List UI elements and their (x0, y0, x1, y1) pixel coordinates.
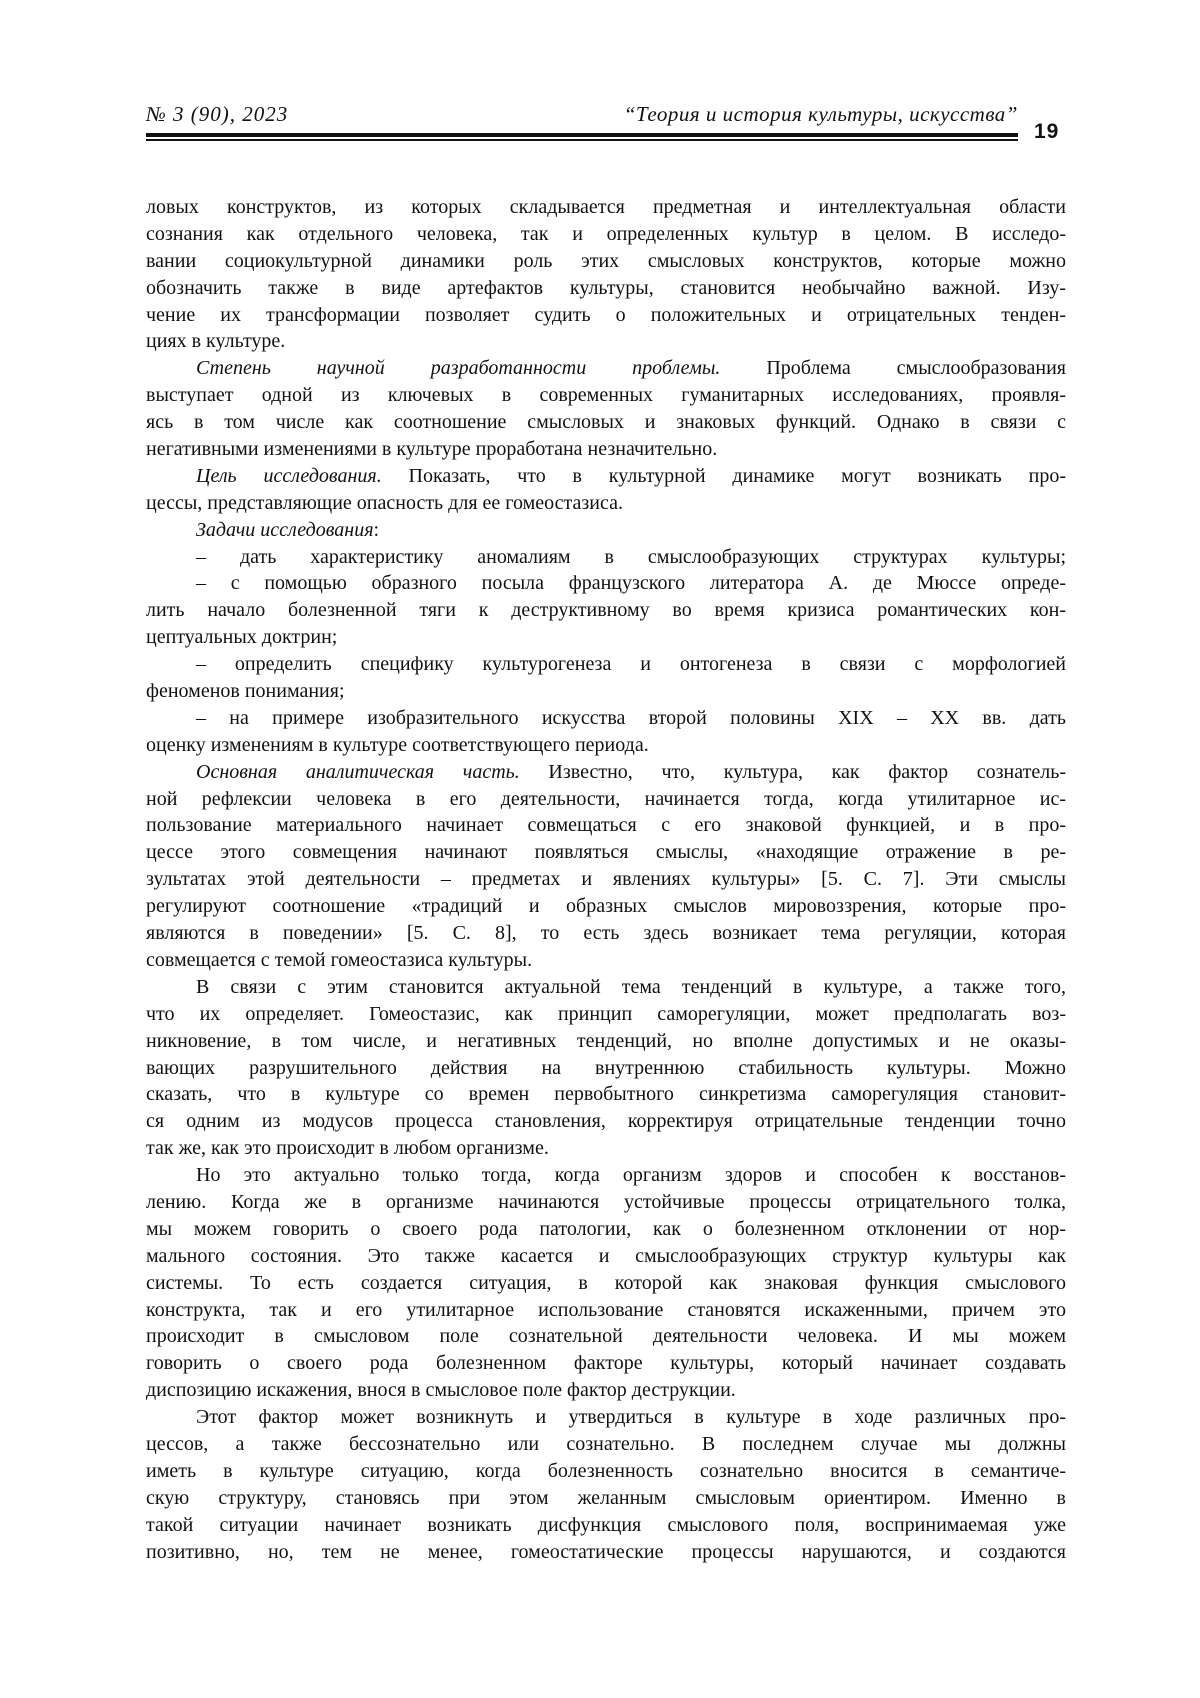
text-line: конструкта, так и его утилитарное использование становятся искаженными, причем это (146, 1297, 1066, 1324)
task-item: – дать характеристику аномалиям в смыслообразующих структурах культуры; (146, 544, 1066, 571)
section-tasks-heading: Задачи исследования (196, 519, 374, 541)
text-line: ловых конструктов, из которых складывается предметная и интеллектуальная области (146, 194, 1066, 221)
text-line: В связи с этим становится актуальной тема тенденций в культуре, а также того, (146, 974, 1066, 1001)
header-rule-thick (146, 133, 1018, 137)
task-item: – определить специфику культурогенеза и онтогенеза в связи с морфологией (146, 651, 1066, 678)
text-line: ся одним из модусов процесса становления, корректируя отрицательные тенденции точно (146, 1108, 1066, 1135)
text-line: что их определяет. Гомеостазис, как принцип саморегуляции, может предполагать воз- (146, 1001, 1066, 1028)
journal-title: “Теория и история культуры, искусства” (624, 102, 1018, 127)
text-line: регулируют соотношение «традиций и образных смыслов мировоззрения, которые про- (146, 893, 1066, 920)
article-body (146, 194, 1066, 1565)
text-line: выступает одной из ключевых в современных гуманитарных исследованиях, проявля- (146, 382, 1066, 409)
section-degree-heading: Степень научной разработанности проблемы. (196, 357, 720, 379)
text-line: ясь в том числе как соотношение смысловых и знаковых функций. Однако в связи с (146, 409, 1066, 436)
section-main-rest: Известно, что, культура, как фактор сознатель- (520, 761, 1066, 783)
text-line: пользование материального начинает совмещаться с его знаковой функцией, и в про- (146, 812, 1066, 839)
text-line: Но это актуально только тогда, когда организм здоров и способен к восстанов- (146, 1162, 1066, 1189)
text-line: мы можем говорить о своего рода патологии, как о болезненном отклонении от нор- (146, 1216, 1066, 1243)
text-line: цессов, а также бессознательно или сознательно. В последнем случае мы должны (146, 1431, 1066, 1458)
text-line: диспозицию искажения, внося в смысловое поле фактор деструкции. (146, 1377, 1066, 1404)
text-line: скую структуру, становясь при этом желанным смысловым ориентиром. Именно в (146, 1485, 1066, 1512)
text-line: системы. То есть создается ситуация, в которой как знаковая функция смыслового (146, 1270, 1066, 1297)
text-line: являются в поведении» [5. С. 8], то есть здесь возникает тема регуляции, которая (146, 920, 1066, 947)
task-item-line: цептуальных доктрин; (146, 624, 1066, 651)
task-item: – на примере изобразительного искусства второй половины XIX – XX вв. дать (146, 705, 1066, 732)
section-goal-rest: Показать, что в культурной динамике могут возникать про- (382, 465, 1066, 487)
header-rule-thin (146, 139, 1018, 141)
text-line: цессе этого совмещения начинают появляться смыслы, «находящие отражение в ре- (146, 839, 1066, 866)
task-item-line: лить начало болезненной тяги к деструктивному во время кризиса романтических кон- (146, 597, 1066, 624)
text-line: обозначить также в виде артефактов культуры, становится необычайно важной. Изу- (146, 275, 1066, 302)
text-line: сознания как отдельного человека, так и определенных культур в целом. В исследо- (146, 221, 1066, 248)
text-line: цессы, представляющие опасность для ее гомеостазиса. (146, 490, 1066, 517)
task-item: – с помощью образного посыла французского литератора А. де Мюссе опреде- (146, 570, 1066, 597)
text-line: циях в культуре. (146, 328, 1066, 355)
task-item-line: оценку изменениям в культуре соответствующего периода. (146, 732, 1066, 759)
page-number: 19 (1034, 120, 1059, 144)
task-item-line: феноменов понимания; (146, 678, 1066, 705)
page-header (146, 100, 1018, 130)
text-line: Этот фактор может возникнуть и утвердиться в культуре в ходе различных про- (146, 1404, 1066, 1431)
text-line: так же, как это происходит в любом организме. (146, 1135, 1066, 1162)
text-line: ной рефлексии человека в его деятельности, начинается тогда, когда утилитарное ис- (146, 786, 1066, 813)
section-main-first-line (146, 759, 1066, 786)
text-line: совмещается с темой гомеостазиса культуры. (146, 947, 1066, 974)
section-degree-first-line (146, 355, 1066, 382)
text-line: происходит в смысловом поле сознательной деятельности человека. И мы можем (146, 1323, 1066, 1350)
text-line: чение их трансформации позволяет судить о положительных и отрицательных тенден- (146, 302, 1066, 329)
text-line: никновение, в том числе, и негативных тенденций, но вполне допустимых и не оказы- (146, 1028, 1066, 1055)
text-line: вающих разрушительного действия на внутреннюю стабильность культуры. Можно (146, 1055, 1066, 1082)
issue-label: № 3 (90), 2023 (146, 102, 288, 127)
text-line: лению. Когда же в организме начинаются устойчивые процессы отрицательного толка, (146, 1189, 1066, 1216)
section-tasks-colon: : (374, 519, 380, 541)
section-degree-rest: Проблема смыслообразования (720, 357, 1066, 379)
text-line: вании социокультурной динамики роль этих смысловых конструктов, которые можно (146, 248, 1066, 275)
text-line: говорить о своего рода болезненном факторе культуры, который начинает создавать (146, 1350, 1066, 1377)
text-line: зультатах этой деятельности – предметах и явлениях культуры» [5. С. 7]. Эти смыслы (146, 866, 1066, 893)
text-line: такой ситуации начинает возникать дисфункция смыслового поля, воспринимаемая уже (146, 1512, 1066, 1539)
text-line: негативными изменениями в культуре проработана незначительно. (146, 436, 1066, 463)
section-main-heading: Основная аналитическая часть. (196, 761, 520, 783)
section-goal-first-line (146, 463, 1066, 490)
section-goal-heading: Цель исследования. (196, 465, 382, 487)
text-line: позитивно, но, тем не менее, гомеостатические процессы нарушаются, и создаются (146, 1539, 1066, 1566)
text-line: иметь в культуре ситуацию, когда болезненность сознательно вносится в семантиче- (146, 1458, 1066, 1485)
section-tasks-heading-line (146, 517, 1066, 544)
text-line: мального состояния. Это также касается и смыслообразующих структур культуры как (146, 1243, 1066, 1270)
text-line: сказать, что в культуре со времен первобытного синкретизма саморегуляция становит- (146, 1081, 1066, 1108)
